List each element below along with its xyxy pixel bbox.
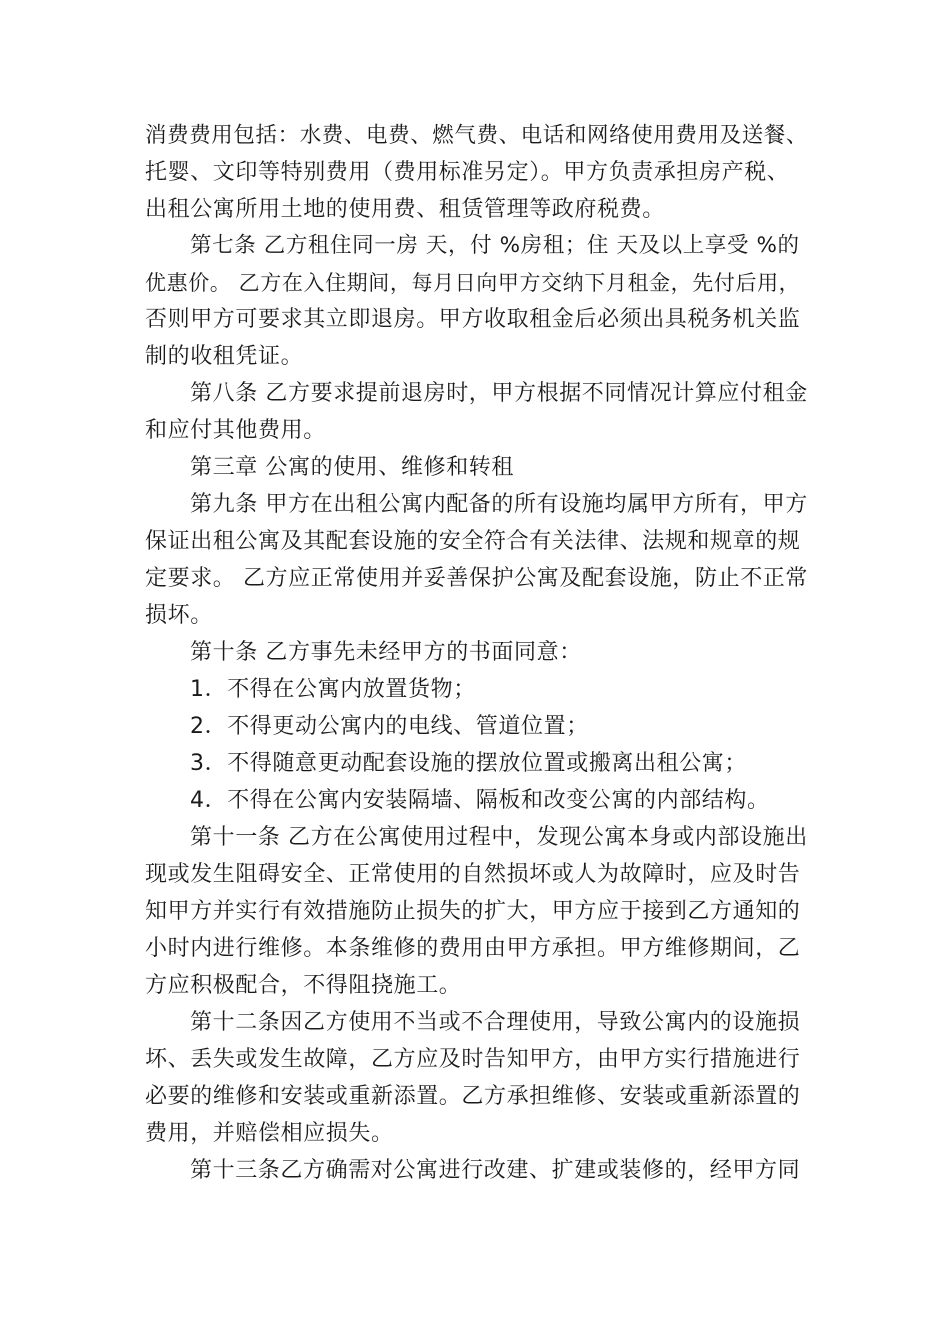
text-line: 方应积极配合，不得阻挠施工。	[145, 973, 462, 998]
text-line: 否则甲方可要求其立即退房。甲方收取租金后必须出具税务机关监	[145, 307, 801, 332]
text-line: 保证出租公寓及其配套设施的安全符合有关法律、法规和规章的规	[145, 529, 801, 554]
text-line: 知甲方并实行有效措施防止损失的扩大，甲方应于接到乙方通知的	[145, 899, 801, 924]
chapter-heading: 第三章 公寓的使用、维修和转租	[190, 455, 514, 480]
text-line: 小时内进行维修。本条维修的费用由甲方承担。甲方维修期间，乙	[145, 936, 801, 961]
text-line: 出租公寓所用土地的使用费、租赁管理等政府税费。	[145, 197, 665, 222]
paragraph-first-line: 第七条 乙方租住同一房 天，付 %房租；住 天及以上享受 %的	[190, 233, 800, 258]
text-line: 和应付其他费用。	[145, 418, 326, 443]
list-item: 1．不得在公寓内放置货物；	[190, 677, 476, 702]
paragraph-first-line: 第十三条乙方确需对公寓进行改建、扩建或装修的，经甲方同	[190, 1158, 801, 1183]
text-line: 消费费用包括：水费、电费、燃气费、电话和网络使用费用及送餐、	[145, 123, 809, 148]
list-item: 3．不得随意更动配套设施的摆放位置或搬离出租公寓；	[190, 751, 747, 776]
text-line: 必要的维修和安装或重新添置。乙方承担维修、安装或重新添置的	[145, 1084, 801, 1109]
paragraph-first-line: 第十二条因乙方使用不当或不合理使用，导致公寓内的设施损	[190, 1010, 801, 1035]
text-line: 制的收租凭证。	[145, 344, 304, 369]
paragraph-first-line: 第十一条 乙方在公寓使用过程中，发现公寓本身或内部设施出	[190, 825, 808, 850]
text-line: 托婴、文印等特别费用（费用标准另定）。甲方负责承担房产税、	[145, 160, 790, 185]
paragraph-first-line: 第十条 乙方事先未经甲方的书面同意：	[190, 640, 582, 665]
text-line: 坏、丢失或发生故障，乙方应及时告知甲方，由甲方实行措施进行	[145, 1047, 801, 1072]
text-line: 优惠价。 乙方在入住期间，每月日向甲方交纳下月租金，先付后用，	[145, 271, 801, 295]
text-line: 定要求。 乙方应正常使用并妥善保护公寓及配套设施，防止不正常	[145, 566, 808, 591]
text-line: 现或发生阻碍安全、正常使用的自然损坏或人为故障时，应及时告	[145, 862, 801, 887]
text-line: 损坏。	[145, 603, 213, 628]
list-item: 4．不得在公寓内安装隔墙、隔板和改变公寓的内部结构。	[190, 788, 770, 813]
paragraph-first-line: 第九条 甲方在出租公寓内配备的所有设施均属甲方所有，甲方	[190, 492, 808, 517]
list-item: 2．不得更动公寓内的电线、管道位置；	[190, 714, 589, 739]
paragraph-first-line: 第八条 乙方要求提前退房时，甲方根据不同情况计算应付租金	[190, 381, 808, 406]
text-line: 费用，并赔偿相应损失。	[145, 1121, 394, 1146]
